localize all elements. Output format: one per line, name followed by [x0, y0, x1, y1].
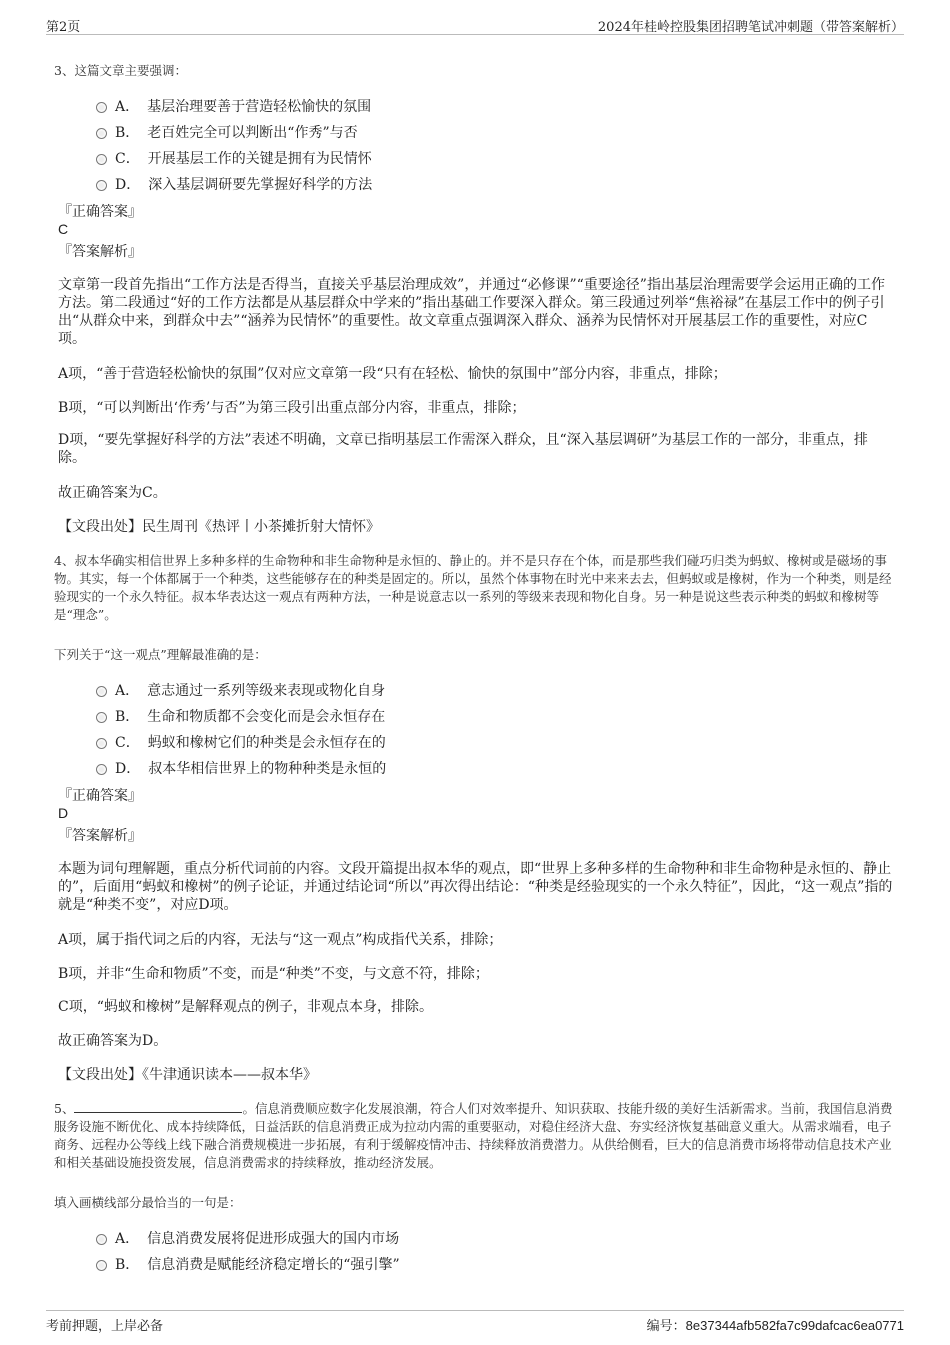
page-number: 第2页 — [46, 20, 81, 35]
q3-analysis-paragraph: B项，“可以判断出‘作秀’与否”为第三段引出重点部分内容，非重点，排除； — [58, 400, 526, 416]
q3-analysis-paragraph: A项，“善于营造轻松愉快的氛围”仅对应文章第一段“只有在轻松、愉快的氛围中”部分内容，非重点，排除； — [58, 366, 727, 382]
q3-analysis-paragraph: D项，“要先掌握好科学的方法”表述不明确，文章已指明基层工作需深入群众，且“深入基层调研”为基层工作的一部分，非重点，排除。 — [58, 432, 868, 466]
radio-icon[interactable] — [96, 128, 107, 139]
question-4-prompt: 下列关于“这一观点”理解最准确的是： — [54, 647, 267, 662]
radio-icon[interactable] — [96, 154, 107, 165]
question-4-stem: 4、叔本华确实相信世界上多种多样的生命物种和非生命物种是永恒的、静止的。并不是只存在个体，而是那些我们碰巧归类为蚂蚁、橡树或是磁场的事物。其实，每一个体都属于一个种类，这些能够存在的种类是固定的。所以，虽然个体事物在时光中来来去去，但蚂蚁或是橡树，作为一个种类，则是经验现实的一个永久特征。叔本华表达这一观点有两种方法，一种是说意志以一系列的等级来表现和物化自身。另一种是说这些表示种类的蚂蚁和橡树等是“理念”。 — [54, 553, 892, 622]
q4-analysis-paragraph: A项，属于指代词之后的内容，无法与“这一观点”构成指代关系，排除； — [58, 932, 503, 948]
q3-option-b[interactable]: B． 老百姓完全可以判断出“作秀”与否 — [96, 122, 358, 144]
page-footer — [46, 1310, 904, 1335]
footer-slogan: 考前押题，上岸必备 — [46, 1319, 164, 1334]
q4-option-a[interactable]: A． 意志通过一系列等级来表现或物化自身 — [96, 680, 385, 702]
q4-analysis-paragraph: 故正确答案为D。 — [58, 1033, 168, 1049]
question-5-stem: 5、 。信息消费顺应数字化发展浪潮，符合人们对效率提升、知识获取、技能升级的美好生活新需求。当前，我国信息消费服务设施不断优化、成本持续降低，日益活跃的信息消费正成为拉动内需的重要驱动，对稳住经济大盘、夯实经济恢复基础意义重大。从需求端看，电子商务、远程办公等线上线下融合消费规模进一步拓展，有利于缓解疫情冲击、持续释放消费潜力。从供给侧看，巨大的信息消费市场将带动信息技术产业和相关基础设施投资发展，信息消费需求的持续释放，推动经济发展。 — [54, 1101, 893, 1170]
q3-option-c[interactable]: C． 开展基层工作的关键是拥有为民情怀 — [96, 148, 372, 170]
page-header — [46, 14, 904, 35]
q5-option-b[interactable]: B． 信息消费是赋能经济稳定增长的“强引擎” — [96, 1254, 400, 1276]
q4-analysis-paragraph: 本题为词句理解题，重点分析代词前的内容。文段开篇提出叔本华的观点，即“世界上多种多样的生命物种和非生命物种是永恒的、静止的”，后面用“蚂蚁和橡树”的例子论证，并通过结论词“所以”再次得出结论：“种类是经验现实的一个永久特征”，因此，“这一观点”指的就是“种类不变”，对应D项。 — [58, 861, 893, 913]
q4-answer: D — [58, 805, 69, 821]
q4-analysis-paragraph: B项，并非“生命和物质”不变，而是“种类”不变，与文意不符，排除； — [58, 966, 489, 982]
q4-answer-heading: 『正确答案』 — [58, 788, 142, 804]
document-title: 2024年桂岭控股集团招聘笔试冲刺题（带答案解析） — [597, 20, 904, 35]
radio-icon[interactable] — [96, 712, 107, 723]
radio-icon[interactable] — [96, 1234, 107, 1245]
q4-analysis-paragraph: C项，“蚂蚁和橡树”是解释观点的例子，非观点本身，排除。 — [58, 999, 434, 1015]
question-3-stem: 3、这篇文章主要强调： — [54, 63, 187, 78]
q4-source: 【文段出处】《牛津通识读本——叔本华》 — [58, 1067, 317, 1083]
q3-answer-heading: 『正确答案』 — [58, 204, 142, 220]
radio-icon[interactable] — [96, 102, 107, 113]
q3-option-a[interactable]: A． 基层治理要善于营造轻松愉快的氛围 — [96, 96, 371, 118]
q3-analysis-heading: 『答案解析』 — [58, 244, 142, 260]
radio-icon[interactable] — [96, 764, 107, 775]
radio-icon[interactable] — [96, 738, 107, 749]
question-5-prompt: 填入画横线部分最恰当的一句是： — [54, 1195, 242, 1210]
q4-option-d[interactable]: D． 叔本华相信世界上的物种种类是永恒的 — [96, 758, 386, 780]
q3-analysis-paragraph: 文章第一段首先指出“工作方法是否得当，直接关乎基层治理成效”，并通过“必修课”“重要途径”指出基层治理需要学会运用正确的工作方法。第二段通过“好的工作方法都是从基层群众中学来的”指出基础工作要深入群众。第三段通过列举“焦裕禄”在基层工作中的例子引出“从群众中来，到群众中去”“涵养为民情怀”的重要性。故文章重点强调深入群众、涵养为民情怀对开展基层工作的重要性，对应C项。 — [58, 277, 885, 347]
q4-analysis-heading: 『答案解析』 — [58, 828, 142, 844]
q3-analysis-paragraph: 故正确答案为C。 — [58, 485, 167, 501]
q3-source: 【文段出处】民生周刊《热评丨小茶摊折射大情怀》 — [58, 519, 380, 535]
q3-option-d[interactable]: D． 深入基层调研要先掌握好科学的方法 — [96, 174, 372, 196]
radio-icon[interactable] — [96, 180, 107, 191]
radio-icon[interactable] — [96, 686, 107, 697]
document-code: 编号：8e37344afb582fa7c99dafcac6ea0771 — [646, 1318, 904, 1333]
radio-icon[interactable] — [96, 1260, 107, 1271]
q4-option-c[interactable]: C． 蚂蚁和橡树它们的种类是会永恒存在的 — [96, 732, 386, 754]
fill-in-blank-line — [74, 1100, 242, 1113]
q4-option-b[interactable]: B． 生命和物质都不会变化而是会永恒存在 — [96, 706, 385, 728]
q3-answer: C — [58, 221, 69, 237]
q5-option-a[interactable]: A． 信息消费发展将促进形成强大的国内市场 — [96, 1228, 399, 1250]
